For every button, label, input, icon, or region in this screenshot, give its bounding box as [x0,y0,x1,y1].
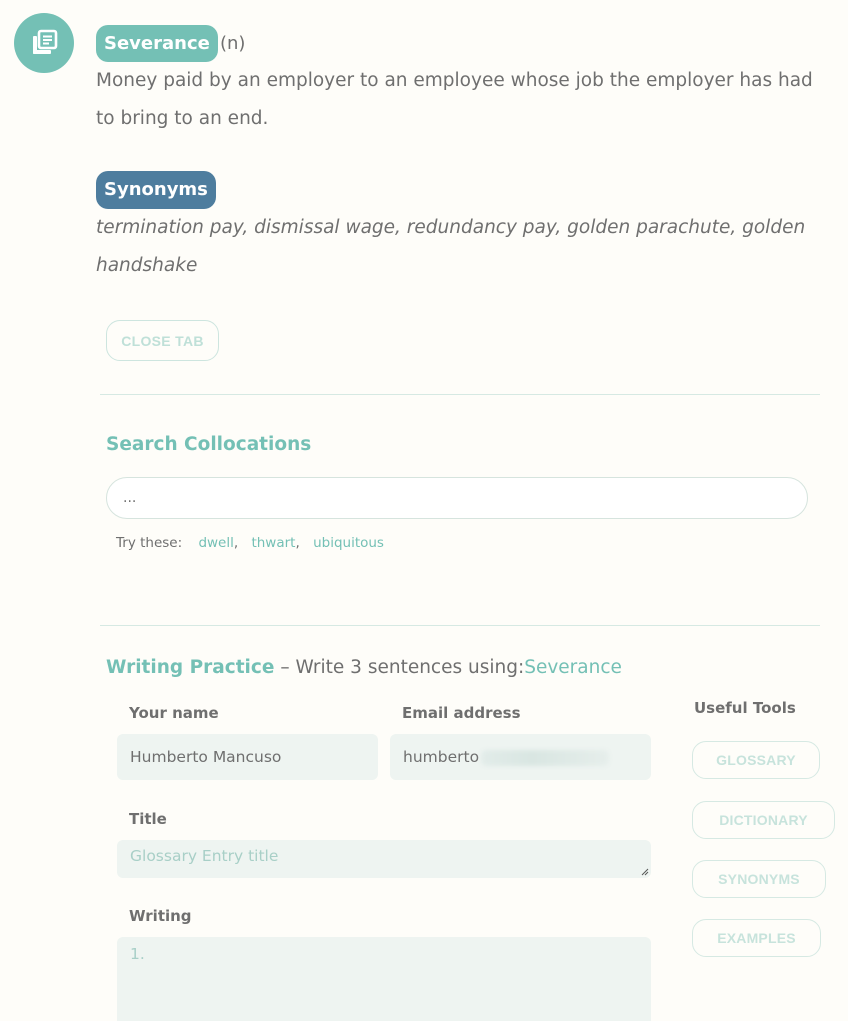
suggestion-link-ubiquitous[interactable]: ubiquitous [313,535,384,551]
synonyms-button[interactable]: SYNONYMS [692,860,826,898]
try-these-row [116,535,384,551]
writing-textarea[interactable] [117,937,651,1021]
suggestion-link-thwart[interactable]: thwart [251,535,296,551]
name-label: Your name [129,704,219,722]
writing-practice-instruction: Write 3 sentences using: [295,657,525,678]
separator: , [295,535,300,551]
name-field[interactable]: Humberto Mancuso [117,734,378,780]
heading-dash: – [280,657,290,678]
resize-grip-icon[interactable] [641,868,649,876]
try-these-label: Try these: [116,535,183,551]
useful-tools-title: Useful Tools [694,699,796,717]
writing-practice-word: Severance [524,657,622,678]
dictionary-button[interactable]: DICTIONARY [692,801,835,839]
title-label: Title [129,810,167,828]
close-tab-button[interactable]: CLOSE TAB [106,320,219,361]
synonyms-label: Synonyms [96,171,216,209]
divider [100,625,820,626]
definition-text: Money paid by an employer to an employee whose job the employer has had to bring to an end. [96,70,813,129]
email-value: humberto [403,748,480,766]
title-placeholder: Glossary Entry title [130,847,279,865]
synonyms-text: termination pay, dismissal wage, redundancy pay, golden parachute, golden handshake [96,217,806,276]
writing-label: Writing [129,907,192,925]
part-of-speech: (n) [220,33,246,54]
redacted-blur [481,750,609,766]
book-icon [30,29,58,57]
divider [100,394,820,395]
writing-practice-title: Writing Practice [106,657,275,678]
email-field[interactable] [390,734,651,780]
examples-button[interactable]: EXAMPLES [692,919,821,957]
writing-placeholder: 1. [130,945,145,963]
entry-word: Severance [96,25,218,62]
separator: , [233,535,239,551]
glossary-button[interactable]: GLOSSARY [692,741,820,779]
title-field[interactable] [117,840,651,878]
writing-practice-heading [106,657,622,678]
collocations-title: Search Collocations [106,434,312,455]
entry-avatar [14,13,74,73]
suggestion-link-dwell[interactable]: dwell [198,535,234,551]
collocations-search-input[interactable]: ... [106,477,808,519]
email-label: Email address [402,704,521,722]
